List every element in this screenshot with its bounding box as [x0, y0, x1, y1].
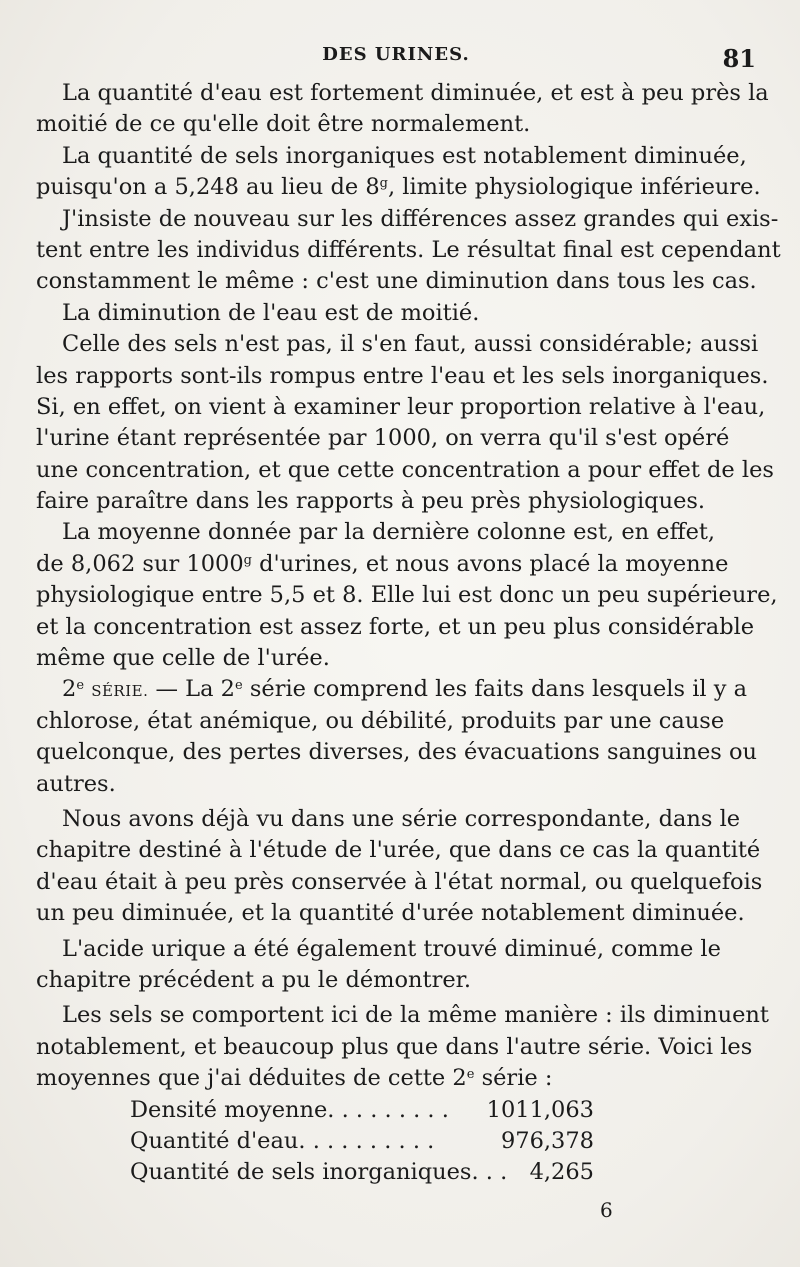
text-line: La moyenne donnée par la dernière colonne est, en effet,	[62, 519, 716, 546]
page-number: 81	[722, 44, 756, 73]
text-line: La diminution de l'eau est de moitié.	[62, 299, 480, 326]
row-value: 1011,063	[486, 1096, 594, 1123]
row-label: Densité moyenne. . . . . . . . .	[130, 1096, 449, 1123]
text-line: J'insiste de nouveau sur les différences assez grandes qui exis-	[62, 205, 779, 232]
averages-table	[36, 1095, 676, 1189]
text-line: d'eau était à peu près conservée à l'état normal, ou quelquefois	[36, 868, 763, 895]
text-line: La quantité de sels inorganiques est notablement diminuée,	[62, 142, 747, 169]
text-line: L'acide urique a été également trouvé diminué, comme le	[62, 935, 721, 962]
text-line: moyennes que j'ai déduites de cette 2e série :	[36, 1065, 553, 1092]
text-line: quelconque, des pertes diverses, des évacuations sanguines ou	[36, 739, 758, 766]
text-line: tent entre les individus différents. Le résultat final est cependant	[36, 236, 781, 263]
text-line: chapitre précédent a pu le démontrer.	[36, 966, 472, 993]
text-line: chlorose, état anémique, ou débilité, produits par une cause	[36, 707, 725, 734]
row-label: Quantité de sels inorganiques. . .	[130, 1159, 508, 1186]
row-value: 4,265	[529, 1159, 594, 1186]
text-line: moitié de ce qu'elle doit être normalement.	[36, 111, 531, 138]
text-line: même que celle de l'urée.	[36, 645, 330, 672]
text-line: Les sels se comportent ici de la même manière : ils diminuent	[62, 1002, 769, 1029]
text-line: autres.	[36, 770, 116, 797]
text-line: notablement, et beaucoup plus que dans l'autre série. Voici les	[36, 1033, 753, 1060]
text-line: et la concentration est assez forte, et un peu plus considérable	[36, 613, 755, 640]
table-row	[130, 1126, 676, 1157]
text-line: Nous avons déjà vu dans une série correspondante, dans le	[62, 805, 741, 832]
text-line: faire paraître dans les rapports à peu près physiologiques.	[36, 488, 706, 515]
text-line: physiologique entre 5,5 et 8. Elle lui est donc un peu supérieure,	[36, 582, 778, 609]
text-line: Si, en effet, on vient à examiner leur proportion relative à l'eau,	[36, 393, 766, 420]
text-line: Celle des sels n'est pas, il s'en faut, aussi considérable; aussi	[62, 331, 759, 358]
running-title: DES URINES.	[322, 44, 470, 65]
text-line: l'urine étant représentée par 1000, on verra qu'il s'est opéré	[36, 425, 730, 452]
text-line: les rapports sont-ils rompus entre l'eau et les sels inorganiques.	[36, 362, 769, 389]
text-line: La quantité d'eau est fortement diminuée, et est à peu près la	[62, 80, 769, 106]
table-row	[130, 1095, 676, 1126]
text-line: un peu diminuée, et la quantité d'urée notablement diminuée.	[36, 900, 745, 927]
section-heading-line: 2e SÉRIE. — La 2e série comprend les faits dans lesquels il y a	[62, 676, 748, 703]
row-value: 976,378	[500, 1127, 594, 1154]
page-body	[36, 78, 781, 1189]
text-line: puisqu'on a 5,248 au lieu de 8$^g$, limite physiologique inférieure.	[36, 174, 761, 201]
signature-mark: 6	[600, 1198, 613, 1222]
text-line: chapitre destiné à l'étude de l'urée, que dans ce cas la quantité	[36, 837, 761, 864]
text-line: de 8,062 sur 1000$^g$ d'urines, et nous avons placé la moyenne	[36, 550, 729, 577]
row-label: Quantité d'eau. . . . . . . . . .	[130, 1127, 435, 1154]
table-row	[130, 1157, 676, 1188]
text-line: constamment le même : c'est une diminution dans tous les cas.	[36, 268, 757, 295]
text-line: une concentration, et que cette concentration a pour effet de les	[36, 456, 774, 483]
page-header	[36, 40, 756, 74]
